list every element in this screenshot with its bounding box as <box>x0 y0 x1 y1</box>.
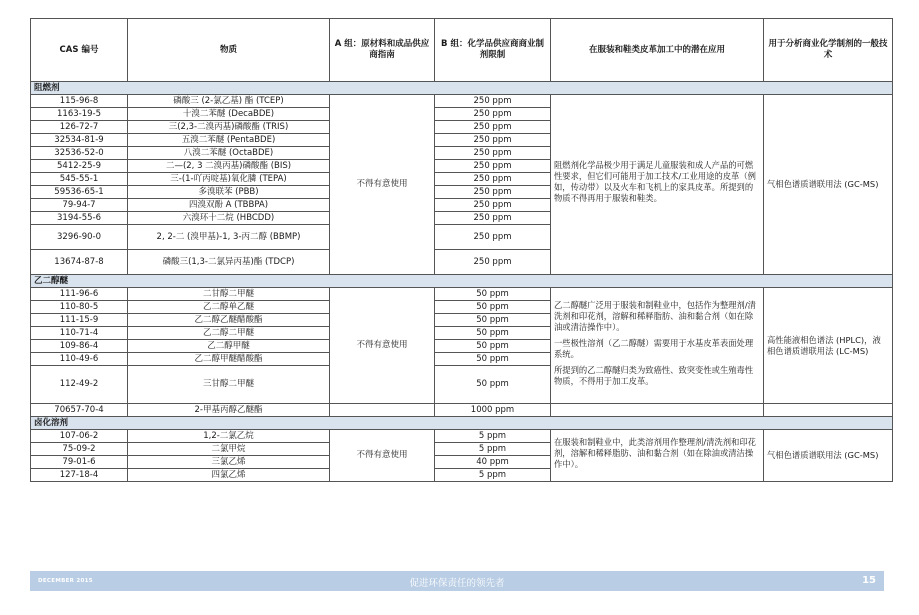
application-paragraph: 一些极性溶剂（乙二醇醚）需要用于水基皮革表面处理系统。 <box>554 337 754 359</box>
page-number: 15 <box>862 575 876 586</box>
header-group-a: A 组：原材料和成品供应商指南 <box>330 19 435 82</box>
cas-number: 110-71-4 <box>31 327 128 340</box>
application-empty <box>551 404 764 417</box>
table-row <box>31 430 893 443</box>
cas-number: 112-49-2 <box>31 366 128 404</box>
substance-name: 2-甲基丙醇乙醚酯 <box>128 404 330 417</box>
cas-number: 545-55-1 <box>31 173 128 186</box>
substance-name: 六溴环十二烷 (HBCDD) <box>128 212 330 225</box>
application-paragraph: 乙二醇醚广泛用于服装和制鞋业中，包括作为整理剂/清洗剂和印花剂，溶解和稀释脂肪、油和黏合剂（如在除油或清洁操作中）。 <box>554 299 756 332</box>
substance-name: 二甘醇二甲醚 <box>128 288 330 301</box>
section-title: 阻燃剂 <box>31 82 893 95</box>
group-a-guidance: 不得有意使用 <box>330 95 435 275</box>
cas-number: 126-72-7 <box>31 121 128 134</box>
limit-value: 250 ppm <box>435 95 551 108</box>
group-a-guidance: 不得有意使用 <box>330 288 435 404</box>
footer-tagline: 促进环保责任的领先者 <box>409 578 505 589</box>
limit-value: 250 ppm <box>435 225 551 250</box>
cas-number: 79-01-6 <box>31 456 128 469</box>
cas-number: 75-09-2 <box>31 443 128 456</box>
cas-number: 13674-87-8 <box>31 250 128 275</box>
limit-value: 250 ppm <box>435 160 551 173</box>
section-row <box>31 417 893 430</box>
limit-value: 50 ppm <box>435 340 551 353</box>
technique-text: 高性能液相色谱法 (HPLC)，液相色谱质谱联用法 (LC-MS) <box>764 288 893 404</box>
limit-value: 250 ppm <box>435 199 551 212</box>
table-row <box>31 404 893 417</box>
application-text <box>551 288 764 404</box>
substance-name: 三氯乙烯 <box>128 456 330 469</box>
limit-value: 250 ppm <box>435 173 551 186</box>
cas-number: 32536-52-0 <box>31 147 128 160</box>
limit-value: 50 ppm <box>435 314 551 327</box>
cas-number: 32534-81-9 <box>31 134 128 147</box>
limit-value: 250 ppm <box>435 121 551 134</box>
cas-number: 110-49-6 <box>31 353 128 366</box>
cas-number: 1163-19-5 <box>31 108 128 121</box>
cas-number: 115-96-8 <box>31 95 128 108</box>
header-application: 在服装和鞋类皮革加工中的潜在应用 <box>551 19 764 82</box>
header-group-b: B 组：化学品供应商商业制剂限制 <box>435 19 551 82</box>
substance-name: 2, 2-二 (溴甲基)-1, 3-丙二醇 (BBMP) <box>128 225 330 250</box>
header-row <box>31 19 893 82</box>
limit-value: 50 ppm <box>435 301 551 314</box>
section-title: 卤化溶剂 <box>31 417 893 430</box>
substance-name: 磷酸三(1,3-二氯异丙基)酯 (TDCP) <box>128 250 330 275</box>
application-text <box>551 430 764 482</box>
substance-name: 二氯甲烷 <box>128 443 330 456</box>
substance-name: 四溴双酚 A (TBBPA) <box>128 199 330 212</box>
substance-name: 磷酸三 (2-氯乙基) 酯 (TCEP) <box>128 95 330 108</box>
cas-number: 3296-90-0 <box>31 225 128 250</box>
footer-date: DECEMBER 2015 <box>38 578 93 584</box>
limit-value: 250 ppm <box>435 134 551 147</box>
substance-name: 乙二醇甲醚醋酸酯 <box>128 353 330 366</box>
substance-name: 乙二醇单乙醚 <box>128 301 330 314</box>
substance-name: 1,2-二氯乙烷 <box>128 430 330 443</box>
cas-number: 59536-65-1 <box>31 186 128 199</box>
cas-number: 109-86-4 <box>31 340 128 353</box>
substance-name: 乙二醇甲醚 <box>128 340 330 353</box>
cas-number: 111-96-6 <box>31 288 128 301</box>
limit-value: 5 ppm <box>435 443 551 456</box>
substance-name: 乙二醇乙醚醋酸酯 <box>128 314 330 327</box>
section-title: 乙二醇醚 <box>31 275 893 288</box>
cas-number: 111-15-9 <box>31 314 128 327</box>
page-footer <box>30 571 884 591</box>
section-row <box>31 275 893 288</box>
substance-name: 四氯乙烯 <box>128 469 330 482</box>
group-a-guidance: 不得有意使用 <box>330 430 435 482</box>
substance-name: 多溴联苯 (PBB) <box>128 186 330 199</box>
section-row <box>31 82 893 95</box>
substance-name: 三(2,3-二溴丙基)磷酸酯 (TRIS) <box>128 121 330 134</box>
cas-number: 3194-55-6 <box>31 212 128 225</box>
substance-name: 三甘醇二甲醚 <box>128 366 330 404</box>
substance-name: 乙二醇二甲醚 <box>128 327 330 340</box>
technique-empty <box>764 404 893 417</box>
header-technique: 用于分析商业化学制剂的一般技术 <box>764 19 893 82</box>
header-cas: CAS 编号 <box>31 19 128 82</box>
cas-number: 5412-25-9 <box>31 160 128 173</box>
cas-number: 107-06-2 <box>31 430 128 443</box>
limit-value: 250 ppm <box>435 147 551 160</box>
limit-value: 5 ppm <box>435 469 551 482</box>
application-paragraph: 在服装和制鞋业中，此类溶剂用作整理剂/清洗剂和印花剂，溶解和稀释脂肪、油和黏合剂（如在除油或清洁操作中）。 <box>554 436 756 469</box>
limit-value: 250 ppm <box>435 212 551 225</box>
substance-name: 二—(2, 3 二溴丙基)磷酸酯 (BIS) <box>128 160 330 173</box>
limit-value: 250 ppm <box>435 250 551 275</box>
limit-value: 250 ppm <box>435 108 551 121</box>
limit-value: 50 ppm <box>435 353 551 366</box>
limit-value: 1000 ppm <box>435 404 551 417</box>
chemical-restriction-table <box>30 18 893 482</box>
group-a-empty <box>330 404 435 417</box>
table-row <box>31 95 893 108</box>
limit-value: 40 ppm <box>435 456 551 469</box>
technique-text: 气相色谱质谱联用法 (GC-MS) <box>764 95 893 275</box>
application-paragraph: 所提到的乙二醇醚归类为致癌性、致突变性或生殖毒性物质，不得用于加工皮革。 <box>554 364 754 386</box>
cas-number: 110-80-5 <box>31 301 128 314</box>
application-text <box>551 95 764 275</box>
header-substance: 物质 <box>128 19 330 82</box>
application-paragraph: 阻燃剂化学品极少用于满足儿童服装和成人产品的可燃性要求，但它们可能用于加工技术/工业用途的皮革（例如，传动带）以及火车和飞机上的家具皮革。所提到的物质不得再用于服装和鞋类。 <box>554 160 756 203</box>
substance-name: 八溴二苯醚 (OctaBDE) <box>128 147 330 160</box>
limit-value: 250 ppm <box>435 186 551 199</box>
cas-number: 79-94-7 <box>31 199 128 212</box>
cas-number: 127-18-4 <box>31 469 128 482</box>
table-row <box>31 288 893 301</box>
limit-value: 50 ppm <box>435 327 551 340</box>
cas-number: 70657-70-4 <box>31 404 128 417</box>
limit-value: 50 ppm <box>435 288 551 301</box>
technique-text: 气相色谱质谱联用法 (GC-MS) <box>764 430 893 482</box>
substance-name: 十溴二苯醚 (DecaBDE) <box>128 108 330 121</box>
limit-value: 50 ppm <box>435 366 551 404</box>
substance-name: 三-(1-吖丙啶基)氧化膦 (TEPA) <box>128 173 330 186</box>
limit-value: 5 ppm <box>435 430 551 443</box>
substance-name: 五溴二苯醚 (PentaBDE) <box>128 134 330 147</box>
